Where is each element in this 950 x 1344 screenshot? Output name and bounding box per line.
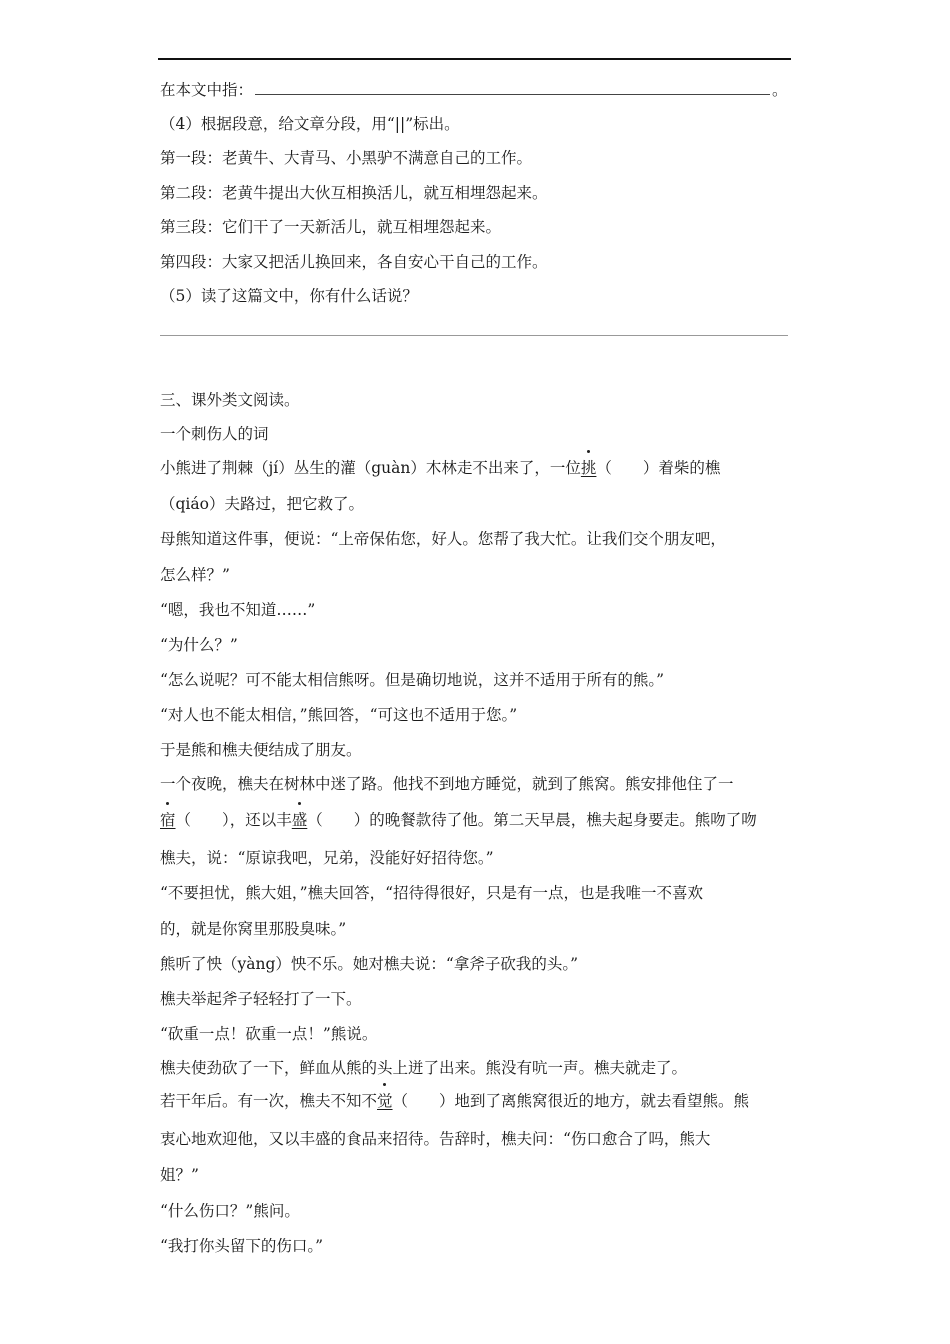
marked-char: 觉 [377, 1092, 393, 1110]
story-p2a: 母熊知道这件事，便说：“上帝保佑您，好人。您帮了我大忙。让我们交个朋友吧， [160, 530, 726, 548]
answer-line-q5[interactable] [160, 335, 788, 336]
story-p16: “我打你头留下的伤口。” [160, 1237, 324, 1255]
segment-4: 第四段：大家又把活儿换回来，各自安心干自己的工作。 [160, 253, 548, 271]
story-p8b: 宿（ ），还以丰盛（ ）的晚餐款待了他。第二天早晨，樵夫起身要走。熊吻了吻 [160, 811, 757, 829]
story-p9b: 的，就是你窝里那股臭味。” [160, 920, 347, 938]
story-p2b: 怎么样？” [160, 566, 230, 584]
story-p8a: 一个夜晚，樵夫在树林中迷了路。他找不到地方睡觉，就到了熊窝。熊安排他住了一 [160, 775, 734, 793]
q3-definition-line: 在本文中指： 。 [160, 81, 788, 99]
story-p1a: 小熊进了荆棘（jí）丛生的灌（guàn）木林走不出来了，一位挑（ ）着柴的樵 [160, 459, 721, 477]
story-p12: “砍重一点！砍重一点！”熊说。 [160, 1025, 378, 1043]
story-title: 一个刺伤人的词 [160, 425, 269, 443]
story-p15: “什么伤口？”熊问。 [160, 1202, 300, 1220]
q4-prompt: （4）根据段意，给文章分段，用“||”标出。 [160, 115, 460, 133]
story-p3: “嗯，我也不知道……” [160, 601, 316, 619]
segment-2: 第二段：老黄牛提出大伙互相换活儿，就互相埋怨起来。 [160, 184, 548, 202]
story-p11: 樵夫举起斧子轻轻打了一下。 [160, 990, 362, 1008]
story-p10: 熊听了怏（yàng）怏不乐。她对樵夫说：“拿斧子砍我的头。” [160, 955, 579, 973]
story-p9a: “不要担忧，熊大姐，”樵夫回答，“招待得很好，只是有一点，也是我唯一不喜欢 [160, 884, 704, 902]
segment-3: 第三段：它们干了一天新活儿，就互相埋怨起来。 [160, 218, 502, 236]
story-p13: 樵夫使劲砍了一下，鲜血从熊的头上迸了出来。熊没有吭一声。樵夫就走了。 [160, 1059, 688, 1077]
story-p8c: 樵夫，说：“原谅我吧，兄弟，没能好好招待您。” [160, 849, 494, 867]
section3-title: 三、课外类文阅读。 [160, 391, 300, 409]
story-p4: “为什么？” [160, 636, 238, 654]
story-p14c: 姐？” [160, 1166, 199, 1184]
story-p7: 于是熊和樵夫便结成了朋友。 [160, 741, 362, 759]
story-p14a: 若干年后。有一次，樵夫不知不觉（ ）地到了离熊窝很近的地方，就去看望熊。熊 [160, 1092, 750, 1110]
marked-char: 宿 [160, 811, 176, 829]
answer-blank[interactable] [255, 80, 770, 95]
top-rule [158, 58, 791, 60]
story-p5: “怎么说呢？可不能太相信熊呀。但是确切地说，这并不适用于所有的熊。” [160, 671, 665, 689]
segment-1: 第一段：老黄牛、大青马、小黑驴不满意自己的工作。 [160, 149, 533, 167]
marked-char: 盛 [291, 811, 308, 829]
q5-prompt: （5）读了这篇文中，你有什么话说？ [160, 287, 418, 305]
story-p6: “对人也不能太相信，”熊回答，“可这也不适用于您。” [160, 706, 518, 724]
story-p1b: （qiáo）夫路过，把它救了。 [160, 495, 364, 513]
marked-char: 挑 [580, 459, 597, 477]
story-p14b: 衷心地欢迎他，又以丰盛的食品来招待。告辞时，樵夫问：“伤口愈合了吗，熊大 [160, 1130, 711, 1148]
